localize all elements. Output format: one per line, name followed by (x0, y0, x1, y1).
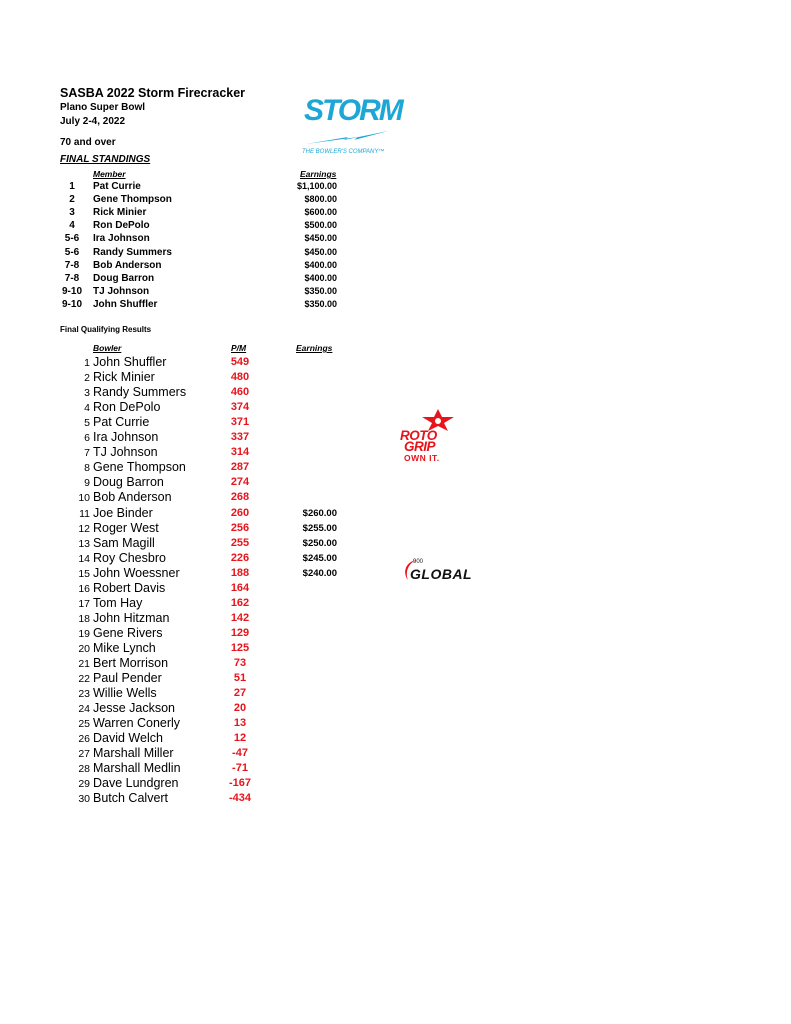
qualifying-rank: 26 (78, 733, 90, 746)
standings-earnings: $400.00 (304, 259, 337, 270)
qualifying-pm: 256 (230, 521, 250, 534)
roto-grip-logo (400, 408, 480, 464)
standings-member: Ira Johnson (93, 233, 150, 245)
qualifying-pm: 142 (230, 611, 250, 624)
qualifying-pm: 480 (230, 371, 250, 384)
qualifying-rank: 9 (84, 477, 90, 490)
qualifying-bowler: Pat Currie (93, 415, 150, 430)
qualifying-pm: -434 (228, 792, 252, 805)
qualifying-rank: 23 (78, 688, 90, 701)
qualifying-pm: 374 (230, 401, 250, 414)
col-qual-earnings-header: Earnings (296, 343, 333, 353)
qualifying-rank: 12 (78, 522, 90, 535)
qualifying-bowler: Ron DePolo (93, 400, 161, 415)
col-bowler-header: Bowler (93, 343, 122, 353)
qualifying-bowler: Doug Barron (93, 475, 164, 490)
qualifying-bowler: Joe Binder (93, 505, 153, 520)
standings-earnings: $350.00 (304, 298, 337, 309)
qualifying-bowler: TJ Johnson (93, 445, 158, 460)
qualifying-rank: 2 (84, 372, 90, 385)
qualifying-bowler: John Shuffler (93, 355, 167, 369)
qualifying-rank: 15 (78, 567, 90, 580)
col-earnings-header: Earnings (300, 169, 337, 179)
qualifying-rank: 27 (78, 748, 90, 761)
qualifying-bowler: Mike Lynch (93, 640, 156, 655)
qualifying-bowler: Rick Minier (93, 370, 155, 385)
qualifying-pm: 13 (233, 717, 247, 730)
qualifying-earnings: $260.00 (302, 507, 337, 519)
qualifying-pm: -71 (232, 762, 248, 775)
900-global-logo (400, 556, 500, 586)
storm-logo-wordmark: STORM (304, 94, 402, 127)
qualifying-bowler: Roger West (93, 520, 159, 535)
qualifying-pm: -47 (232, 747, 248, 760)
global-logo-wordmark: GLOBAL (410, 566, 473, 582)
qualifying-rank: 14 (78, 552, 90, 565)
event-location: Plano Super Bowl (60, 102, 146, 113)
standings-member: TJ Johnson (93, 285, 150, 297)
qualifying-bowler: Willie Wells (93, 686, 157, 701)
division-label: 70 and over (60, 137, 116, 148)
final-standings-heading: FINAL STANDINGS (60, 154, 151, 165)
standings-earnings: $500.00 (304, 220, 337, 231)
qualifying-pm: 129 (230, 626, 250, 639)
roto-grip-tagline: OWN IT. (404, 453, 440, 463)
qualifying-rank: 30 (78, 793, 90, 806)
event-dates: July 2-4, 2022 (60, 116, 126, 127)
qualifying-rank: 29 (78, 778, 90, 791)
qualifying-pm: 255 (230, 536, 250, 549)
qualifying-rank: 5 (84, 417, 90, 430)
standings-earnings: $800.00 (304, 194, 337, 205)
qualifying-pm: 162 (230, 596, 250, 609)
qualifying-pm: 337 (230, 431, 250, 444)
qualifying-pm: 549 (230, 356, 250, 368)
qualifying-rank: 8 (84, 462, 90, 475)
qualifying-pm: 27 (233, 687, 247, 700)
qualifying-heading: Final Qualifying Results (60, 325, 152, 334)
qualifying-earnings: $250.00 (302, 537, 337, 549)
qualifying-rank: 25 (78, 718, 90, 731)
qualifying-rank: 7 (84, 447, 90, 460)
qualifying-bowler: Gene Thompson (93, 460, 186, 475)
storm-logo-tagline: THE BOWLER'S COMPANY™ (302, 149, 385, 155)
storm-logo (300, 94, 402, 160)
qualifying-bowler: Gene Rivers (93, 625, 163, 640)
standings-rank: 5-6 (64, 246, 80, 258)
qualifying-rank: 28 (78, 763, 90, 776)
qualifying-pm: 268 (230, 491, 250, 504)
qualifying-pm: 12 (233, 732, 247, 745)
qualifying-earnings: $255.00 (302, 522, 337, 534)
qualifying-pm: 314 (230, 446, 250, 459)
standings-earnings: $600.00 (304, 207, 337, 218)
standings-earnings: $450.00 (304, 246, 337, 257)
qualifying-bowler: Jesse Jackson (93, 701, 175, 716)
standings-rank: 9-10 (61, 285, 82, 297)
standings-member: Pat Currie (93, 181, 141, 192)
event-title: SASBA 2022 Storm Firecracker (60, 86, 246, 100)
standings-rank: 5-6 (64, 233, 80, 245)
qualifying-rank: 18 (78, 612, 90, 625)
qualifying-pm: 371 (230, 416, 250, 429)
standings-earnings: $400.00 (304, 272, 337, 283)
qualifying-bowler: Bob Anderson (93, 490, 172, 505)
qualifying-pm: 164 (230, 581, 250, 594)
qualifying-rank: 6 (84, 432, 90, 445)
qualifying-rank: 11 (79, 507, 90, 520)
standings-earnings: $450.00 (304, 233, 337, 244)
standings-member: Bob Anderson (93, 259, 162, 271)
roto-grip-word-2: GRIP (404, 439, 436, 454)
qualifying-bowler: Tom Hay (93, 595, 143, 610)
qualifying-bowler: Randy Summers (93, 385, 187, 400)
qualifying-rank: 1 (84, 357, 90, 369)
qualifying-rank: 22 (78, 673, 90, 686)
qualifying-pm: 260 (230, 506, 250, 519)
qualifying-bowler: Robert Davis (93, 580, 166, 595)
qualifying-earnings: $240.00 (302, 567, 337, 579)
qualifying-bowler: Marshall Medlin (93, 761, 181, 776)
qualifying-bowler: Paul Pender (93, 671, 162, 686)
standings-rank: 9-10 (61, 298, 82, 310)
qualifying-rank: 3 (84, 387, 90, 400)
standings-rank: 7-8 (64, 259, 80, 271)
qualifying-rank: 16 (78, 582, 90, 595)
qualifying-rank: 21 (78, 658, 90, 670)
global-logo-prefix: 900 (413, 559, 424, 565)
qualifying-rank: 13 (78, 537, 90, 550)
qualifying-pm: 125 (230, 641, 250, 654)
qualifying-bowler: Dave Lundgren (93, 776, 179, 791)
qualifying-pm: -167 (228, 777, 252, 790)
qualifying-bowler: David Welch (93, 731, 163, 746)
qualifying-bowler: Roy Chesbro (93, 550, 166, 565)
qualifying-bowler: John Hitzman (93, 610, 170, 625)
roto-grip-word-1: ROTO (400, 428, 437, 443)
qualifying-bowler: Butch Calvert (93, 791, 169, 806)
qualifying-pm: 460 (230, 386, 250, 399)
col-member-header: Member (93, 169, 126, 179)
standings-rank: 2 (69, 194, 75, 206)
standings-rank: 3 (69, 207, 75, 219)
qualifying-earnings: $245.00 (302, 552, 337, 564)
qualifying-bowler: John Woessner (93, 565, 180, 580)
qualifying-pm: 20 (233, 702, 247, 715)
standings-rank: 7-8 (64, 272, 80, 284)
qualifying-bowler: Bert Morrison (93, 656, 169, 670)
qualifying-bowler: Warren Conerly (93, 716, 181, 731)
standings-earnings: $1,100.00 (296, 181, 337, 191)
standings-earnings: $350.00 (304, 285, 337, 296)
standings-member: Rick Minier (93, 207, 147, 219)
qualifying-pm: 226 (230, 551, 250, 564)
qualifying-pm: 51 (233, 672, 247, 685)
col-pm-header: P/M (231, 343, 247, 353)
standings-member: Gene Thompson (93, 194, 172, 206)
qualifying-rank: 24 (78, 703, 90, 716)
qualifying-rank: 19 (78, 627, 90, 640)
lightning-bolt-icon (304, 130, 390, 146)
qualifying-pm: 188 (230, 566, 250, 579)
qualifying-pm: 287 (230, 461, 250, 474)
qualifying-bowler: Ira Johnson (93, 430, 159, 445)
standings-rank: 1 (69, 181, 75, 192)
qualifying-rank: 17 (78, 597, 90, 610)
qualifying-rank: 20 (78, 642, 90, 655)
standings-member: Doug Barron (93, 272, 155, 284)
qualifying-rank: 4 (84, 402, 90, 415)
qualifying-bowler: Sam Magill (93, 535, 155, 550)
qualifying-bowler: Marshall Miller (93, 746, 174, 761)
standings-member: Ron DePolo (93, 220, 150, 232)
standings-member: Randy Summers (93, 246, 172, 258)
qualifying-rank: 10 (78, 492, 90, 505)
qualifying-pm: 274 (230, 476, 250, 489)
standings-member: John Shuffler (93, 298, 158, 310)
standings-rank: 4 (69, 220, 75, 232)
qualifying-pm: 73 (233, 657, 247, 669)
